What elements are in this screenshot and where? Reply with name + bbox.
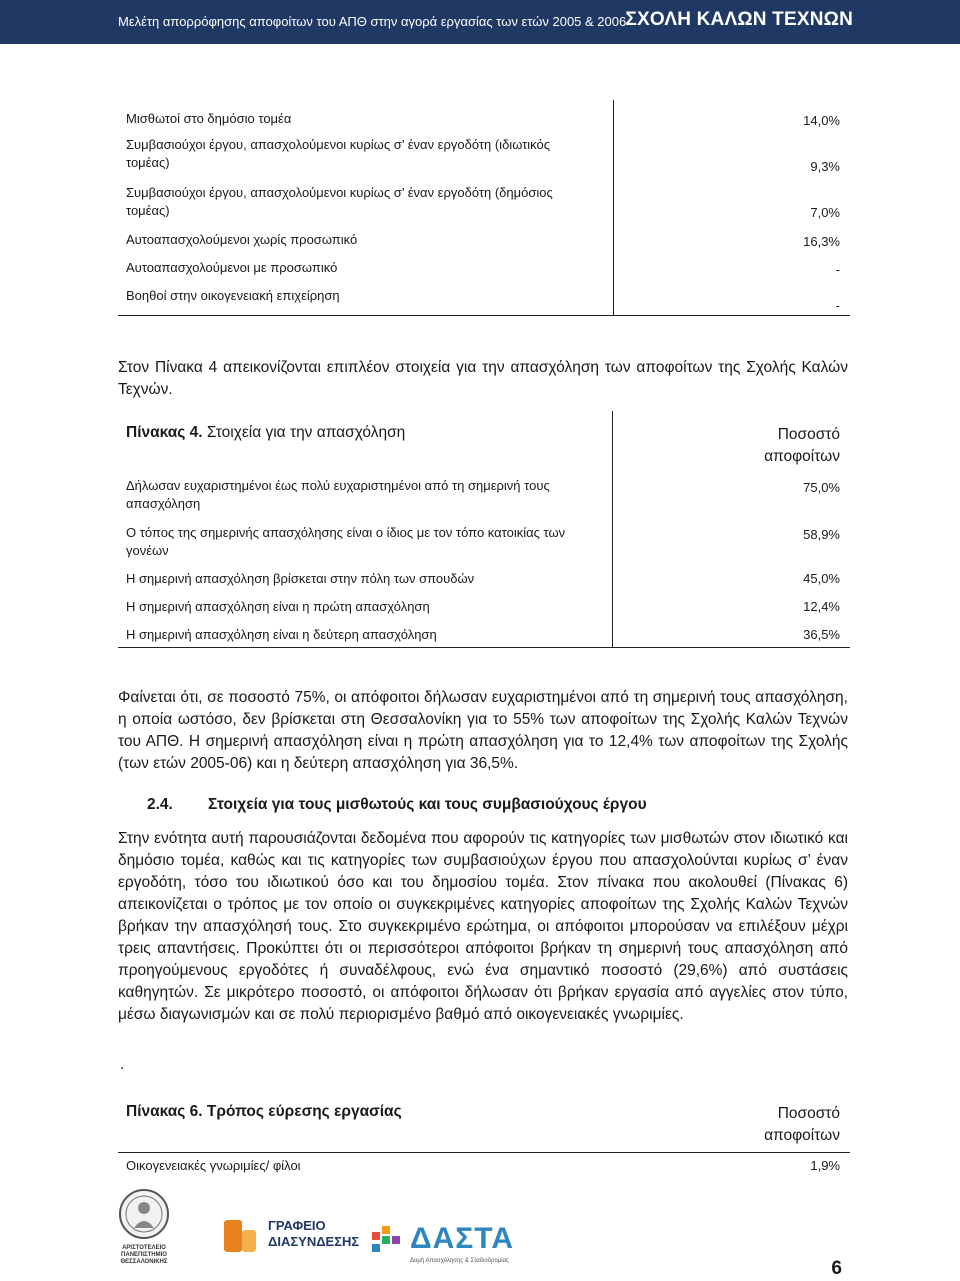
row-value: 14,0% — [803, 113, 840, 128]
paragraph-intro-table4: Στον Πίνακα 4 απεικονίζονται επιπλέον στοιχεία για την απασχόληση των αποφοίτων της Σχολής Καλών Τεχνών. — [118, 359, 848, 398]
grafeio-diasyndesis-logo — [222, 1212, 360, 1262]
table-bottom-rule — [118, 647, 850, 648]
table-4-column-header — [764, 424, 840, 468]
row-label: Αυτοαπασχολούμενοι με προσωπικό — [126, 260, 338, 275]
grafeio-mark-icon — [222, 1216, 262, 1256]
table-divider — [613, 100, 614, 316]
header-study-title: Μελέτη απορρόφησης αποφοίτων του ΑΠΘ στην αγορά εργασίας των ετών 2005 & 2006 — [118, 14, 627, 29]
table-6-column-header — [764, 1103, 840, 1147]
row-value: - — [835, 262, 840, 277]
auth-university-logo — [112, 1188, 176, 1274]
table-6-title: Πίνακας 6. Τρόπος εύρεσης εργασίας — [126, 1103, 402, 1120]
table-4-title — [126, 424, 405, 442]
column-header-line: αποφοίτων — [764, 1127, 840, 1144]
auth-seal-icon — [112, 1188, 176, 1240]
grafeio-name-line: ΔΙΑΣΥΝΔΕΣΗΣ — [268, 1234, 360, 1249]
row-value: 1,9% — [810, 1158, 840, 1173]
column-header-line: Ποσοστό — [777, 426, 840, 443]
table-4 — [118, 411, 850, 648]
row-label: Συμβασιούχοι έργου, απασχολούμενοι κυρίως σ’ έναν εργοδότη (δημόσιος τομέας) — [126, 185, 553, 218]
auth-name-line: ΘΕΣΣΑΛΟΝΙΚΗΣ — [120, 1259, 168, 1265]
header-school-name: ΣΧΟΛΗ ΚΑΛΩΝ ΤΕΧΝΩΝ — [625, 9, 853, 30]
row-value: 9,3% — [810, 159, 840, 174]
section-number: 2.4. — [147, 796, 173, 813]
employment-categories-table — [118, 100, 850, 316]
auth-name-line: ΠΑΝΕΠΙΣΤΗΜΙΟ — [121, 1252, 167, 1258]
row-value: 36,5% — [803, 627, 840, 642]
row-label: Η σημερινή απασχόληση είναι η δεύτερη απασχόληση — [126, 627, 437, 642]
table-4-title-text: Στοιχεία για την απασχόληση — [202, 424, 406, 441]
paragraph-table4-discussion: Φαίνεται ότι, σε ποσοστό 75%, οι απόφοιτοι δήλωσαν ευχαριστημένοι από τη σημερινή τους απασχόληση, η οποία ωστόσο, δεν βρίσκεται στη Θεσσαλονίκη για το 55% των αποφοίτων της Σχολής Καλών Τεχνών του ΑΠΘ. Η σημερινή απασχόληση είναι η πρώτη απασχόληση για το 12,4% των αποφοίτων της Σχολής (των ετών 2005-06) και η δεύτερη απασχόληση για 36,5%. — [118, 689, 848, 772]
row-value: 12,4% — [803, 599, 840, 614]
row-label: Η σημερινή απασχόληση είναι η πρώτη απασχόληση — [126, 599, 430, 614]
table-4-title-number: Πίνακας 4. — [126, 424, 203, 441]
section-title: Στοιχεία για τους μισθωτούς και τους συμβασιούχους έργου — [208, 796, 647, 813]
row-label: Συμβασιούχοι έργου, απασχολούμενοι κυρίως σ’ έναν εργοδότη (ιδιωτικός τομέας) — [126, 137, 551, 170]
row-value: - — [835, 298, 840, 313]
row-label: Δήλωσαν ευχαριστημένοι έως πολύ ευχαριστημένοι από τη σημερινή τους απασχόληση — [126, 478, 550, 511]
dasta-wordmark: ΔΑΣΤΑ — [410, 1222, 514, 1255]
column-header-line: Ποσοστό — [777, 1105, 840, 1122]
row-label: Αυτοαπασχολούμενοι χωρίς προσωπικό — [126, 232, 358, 247]
table-6 — [118, 1101, 850, 1181]
page-number: 6 — [831, 1258, 842, 1279]
dasta-mark-icon — [370, 1224, 406, 1260]
row-value: 16,3% — [803, 234, 840, 249]
page-header — [0, 0, 960, 44]
row-label: Βοηθοί στην οικογενειακή επιχείρηση — [126, 288, 340, 303]
row-label: Οικογενειακές γνωριμίες/ φίλοι — [126, 1158, 301, 1173]
row-value: 75,0% — [803, 480, 840, 495]
row-value: 58,9% — [803, 527, 840, 542]
table-header-rule — [118, 1152, 850, 1153]
paragraph-section-2-4: Στην ενότητα αυτή παρουσιάζονται δεδομένα που αφορούν τις κατηγορίες των μισθωτών στον ιδιωτικό και δημόσιο τομέα, καθώς και τις κατηγορίες των συμβασιούχων έργου που απασχολούνται κυρίως σ’ έναν εργοδότη, τόσο του ιδιωτικού όσο και του δημοσίου τομέα. Στον πίνακα που ακολουθεί (Πίνακας 6) απεικονίζεται ο τρόπος με τον οποίο οι συγκεκριμένες κατηγορίες αποφοίτων της Σχολής Καλών Τεχνών βρήκαν την απασχόλησή τους. Στο συγκεκριμένο ερώτημα, οι απόφοιτοι μπορούσαν να επιλέξουν μέχρι τρεις απαντήσεις. Προκύπτει ότι οι περισσότεροι απόφοιτοι βρήκαν τη σημερινή τους απασχόληση από προηγούμενους εργοδότες ή συναδέλφους, ενώ ένα σημαντικό ποσοστό (29,6%) από συστάσεις καθηγητών. Σε μικρότερο ποσοστό, οι απόφοιτοι δήλωσαν ότι βρήκαν εργασία από αγγελίες στον τύπο, μέσω διαγωνισμών και σε πολύ περιορισμένο βαθμό από οικογενειακές γνωριμίες. — [118, 830, 848, 1023]
grafeio-name-line: ΓΡΑΦΕΙΟ — [268, 1218, 326, 1233]
dasta-logo — [370, 1222, 514, 1272]
row-label: Μισθωτοί στο δημόσιο τομέα — [126, 111, 292, 126]
column-header-line: αποφοίτων — [764, 448, 840, 465]
row-value: 7,0% — [810, 205, 840, 220]
auth-name-line: ΑΡΙΣΤΟΤΕΛΕΙΟ — [122, 1245, 166, 1251]
table-bottom-rule — [118, 315, 850, 316]
table-divider — [612, 411, 613, 648]
dasta-subtitle: Δομή Απασχόλησης & Σταδιοδρομίας — [410, 1258, 509, 1264]
stray-dot: . — [120, 1056, 125, 1073]
row-label: Η σημερινή απασχόληση βρίσκεται στην πόλη των σπουδών — [126, 571, 475, 586]
row-value: 45,0% — [803, 571, 840, 586]
row-label: Ο τόπος της σημερινής απασχόλησης είναι ο ίδιος με τον τόπο κατοικίας των γονέων — [126, 525, 566, 558]
